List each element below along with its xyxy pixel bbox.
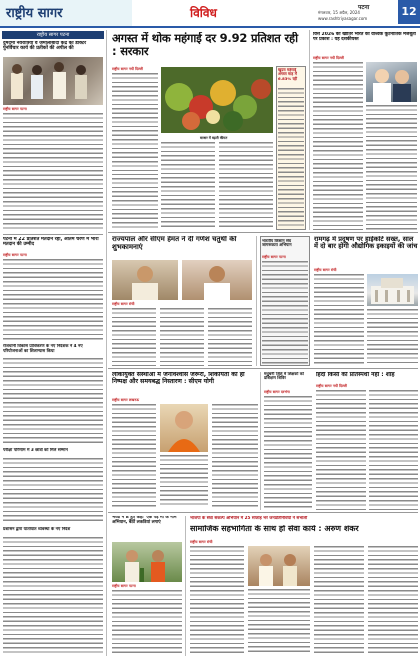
left-body-4	[3, 458, 103, 524]
bottom-left-headline: भव्या ने 8 हुए कहीं 'एक पेड़ मां के नाम' अभियान, बैठीं लकडियां लगाएं	[112, 516, 178, 525]
bottom-main-body-2	[248, 589, 310, 654]
main-byline: राष्ट्रीय सागर नयी दिल्ली	[112, 67, 143, 71]
left-banner: राष्ट्रीय सागर पटना	[2, 31, 104, 39]
mid-small-body	[262, 261, 308, 364]
brand-block	[0, 0, 132, 26]
left-photo-1	[3, 57, 103, 105]
left-subhead-5: प्रशासन द्वारा यातायात व्यवस्था के नए निर्देश	[3, 527, 71, 531]
bottom-main-body-3	[314, 546, 364, 654]
hc-headline: रामगढ़ में प्रदूषण पर हाईकोर्ट सख्त, साल में दो बार होगी औद्योगिक इकाइयों की जांच	[314, 236, 418, 251]
main-body-col-1	[112, 73, 158, 175]
page-number-badge: 12	[398, 0, 420, 24]
masthead-rule	[0, 26, 420, 28]
yogi-byline: राष्ट्रीय सागर लखनऊ	[112, 398, 140, 402]
mid-small-headline: भारतीय किसान संघ जागरूकता अभियान	[262, 239, 292, 248]
lower-section-divider	[108, 512, 418, 513]
edition-city: पटना	[358, 4, 370, 11]
yogi-side-body	[264, 396, 312, 510]
top-section-divider	[108, 232, 418, 233]
hindi-byline: राष्ट्रीय सागर नयी दिल्ली	[316, 384, 347, 388]
bottom-left-photo	[112, 542, 182, 582]
left-headline-1: दुमदमा नवरात्रिया वे जमालांबादी केंद्र को डॉक्टर पुनर्विचार कार्य की प्रतीकों की अपील की	[3, 41, 87, 52]
hindi-body-1	[316, 390, 366, 510]
left-body-1	[3, 113, 103, 231]
hc-photo	[367, 274, 418, 306]
cm-body-3	[208, 308, 252, 366]
yogi-body-3	[212, 404, 258, 508]
column-rule-1	[106, 30, 107, 656]
hindi-headline: हिंदी किसी की प्रतिस्पर्धी नहीं : शाह	[316, 372, 395, 378]
cm-body-2	[160, 308, 204, 366]
main-photo	[161, 67, 273, 133]
bottom-main-headline: सामाजिक सहभागिता के साथ हो सेवा कार्य : अरुण शंकर	[190, 525, 359, 533]
left-divider-1	[3, 234, 103, 235]
column-rule-5	[185, 516, 186, 656]
left-body-2	[3, 259, 103, 341]
bottom-main-body-4	[368, 546, 418, 654]
yogi-photo	[160, 404, 208, 452]
cm-photo-1	[112, 260, 178, 300]
yogi-side-headline: मधुबनी जिले में शिक्षकों को प्रशिक्षण शिविर	[264, 372, 304, 381]
hc-body-2	[367, 309, 418, 366]
main-headline: अगस्त में थोक महंगाई दर 9.92 प्रतिशत रही : सरकार	[112, 32, 298, 58]
column-rule-2	[309, 30, 310, 230]
brand-title: राष्ट्रीय सागर	[6, 6, 63, 21]
right-top-photo	[366, 62, 417, 102]
bottom-main-byline: राष्ट्रीय सागर रांची	[190, 540, 213, 544]
bottom-main-body-1	[190, 546, 244, 654]
main-body-col-2	[161, 142, 215, 230]
right-top-byline: राष्ट्रीय सागर नयी दिल्ली	[313, 56, 344, 60]
bottom-left-body	[112, 590, 182, 654]
section-title: विविध	[190, 6, 217, 20]
main-side-body	[278, 88, 304, 228]
main-side-headline: खुदरा महंगाई अगस्त माह में 6.83% रही	[278, 68, 298, 81]
column-rule-3	[256, 236, 257, 366]
left-body-5	[3, 537, 103, 653]
yogi-headline: लोकायुक्त संस्थाओं में जनविश्वास जरूरी, शिकायतों का हो निष्पक्ष और समयबद्ध निस्तारण : सीएम योगी	[112, 372, 245, 385]
left-subhead-3: राजधानी विकास प्राधिकरण के नए निदेशक ने 4 नए परियोजनाओं का शिलान्यास किया	[3, 344, 83, 353]
yogi-body-2	[160, 455, 208, 508]
left-headline-2: पटना में 22 प्रतिशत मतदान रहा, अंतिम चरण में भारी मतदान की उम्मीद	[3, 237, 99, 248]
left-byline-1: राष्ट्रीय सागर पटना	[3, 107, 27, 111]
right-top-body-1	[313, 62, 363, 230]
hc-body-1	[314, 274, 364, 366]
bottom-left-byline: राष्ट्रीय सागर पटना	[112, 584, 136, 588]
hc-byline: राष्ट्रीय सागर रांची	[314, 268, 337, 272]
main-body-col-3	[219, 142, 273, 230]
left-subhead-4: परीक्षा परिणाम में 3 छात्रों को मिले सम्मान	[3, 448, 68, 452]
mid-small-byline: राष्ट्रीय सागर पटना	[262, 255, 286, 259]
bottom-main-photo	[248, 546, 310, 586]
left-body-3	[3, 358, 103, 446]
left-byline-2: राष्ट्रीय सागर पटना	[3, 253, 27, 257]
bottom-kicker: भाजपा के सेवा संकल्प अभियान में 25 सप्ताह भर जनप्रतिनिधियों ने संभाली	[190, 516, 308, 520]
hindi-body-2	[369, 390, 418, 510]
main-photo-caption: बाजार में बढ़ती कीमत	[200, 136, 228, 140]
masthead	[0, 0, 420, 26]
website-url: www.rashtriyasagar.com	[318, 16, 368, 21]
yogi-side-byline: राष्ट्रीय सागर दरभंगा	[264, 390, 290, 394]
mid-section-divider	[108, 368, 418, 369]
edition-date: मंगलवार, 15 अप्रैल, 2024	[318, 10, 360, 15]
column-rule-4	[260, 372, 261, 510]
yogi-body-1	[112, 404, 156, 508]
cm-headline: राज्यपाल और सीएम हेमंत ने दी गणेश चतुर्थी की शुभकामनाएं	[112, 236, 237, 251]
main-body-col-1b	[112, 178, 158, 230]
cm-photo-2	[182, 260, 252, 300]
cm-byline: राष्ट्रीय सागर रांची	[112, 302, 135, 306]
right-top-headline: वित्त 2026 की खातिर भारत की वैश्विक कूटनीतिक मजबूती पर प्रकाश : यह दशकीयस्त	[313, 32, 416, 43]
right-top-body-2	[366, 105, 417, 230]
cm-body-1	[112, 308, 156, 366]
